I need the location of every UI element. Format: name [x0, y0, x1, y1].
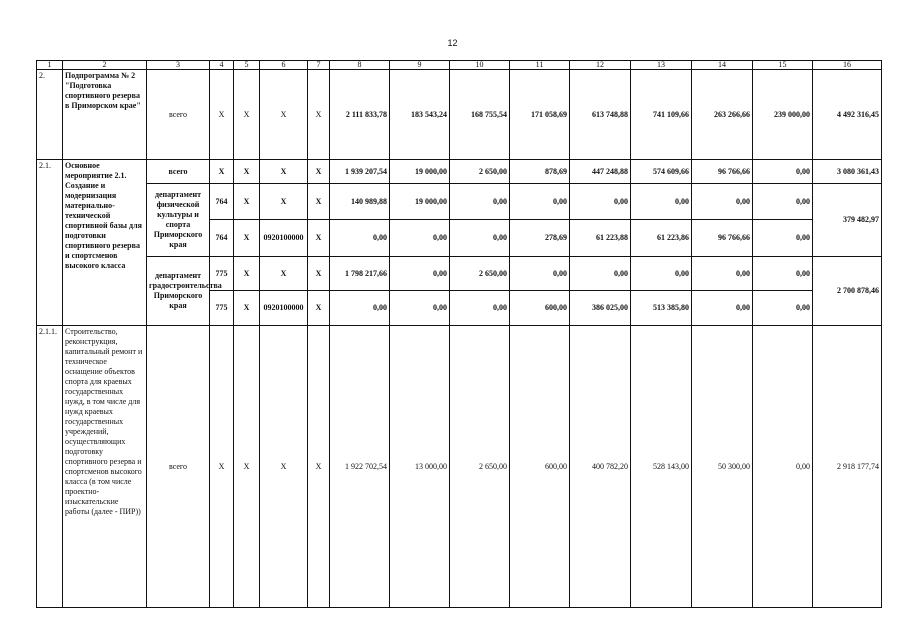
col-header: 2	[63, 61, 147, 70]
table-cell: X	[210, 160, 234, 184]
table-cell: 0920100000	[260, 220, 308, 257]
col-header: 7	[308, 61, 330, 70]
table-cell: 775	[210, 257, 234, 291]
table-cell: X	[308, 257, 330, 291]
table-cell: 0,00	[450, 291, 510, 326]
table-cell: X	[308, 220, 330, 257]
table-cell: 0,00	[753, 184, 813, 220]
col-header: 16	[813, 61, 882, 70]
source-cell: всего	[147, 160, 210, 184]
table-cell: X	[234, 291, 260, 326]
table-cell: 0,00	[390, 257, 450, 291]
table-cell: 0,00	[753, 257, 813, 291]
col-header: 12	[570, 61, 631, 70]
row-title: Подпрограмма № 2 "Подготовка спортивного резерва в Приморском крае"	[63, 70, 147, 160]
table-cell: 183 543,24	[390, 70, 450, 160]
table-cell: X	[260, 326, 308, 608]
table-cell: 2 111 833,78	[330, 70, 390, 160]
col-header: 9	[390, 61, 450, 70]
department-cell: департамент физической культуры и спорта Приморского края	[147, 184, 210, 257]
table-cell: 4 492 316,45	[813, 70, 882, 160]
table-cell: X	[260, 160, 308, 184]
table-cell: 0,00	[753, 291, 813, 326]
table-cell: X	[260, 184, 308, 220]
table-cell: X	[210, 70, 234, 160]
table-cell: 278,69	[510, 220, 570, 257]
table-cell: 878,69	[510, 160, 570, 184]
row-number: 2.1.	[37, 160, 63, 326]
row-title: Основное мероприятие 2.1. Создание и модернизация материально-технической спортивной базы для подготовки спортивного резерва и спортсменов высокого класса	[63, 160, 147, 326]
source-cell: всего	[147, 70, 210, 160]
col-header: 6	[260, 61, 308, 70]
table-cell: 50 300,00	[692, 326, 753, 608]
table-cell: 741 109,66	[631, 70, 692, 160]
col-header: 11	[510, 61, 570, 70]
table-row	[37, 70, 882, 160]
table-cell: 3 080 361,43	[813, 160, 882, 184]
col-header: 10	[450, 61, 510, 70]
table-cell: 574 609,66	[631, 160, 692, 184]
department-cell: департамент градостроительства Приморского края	[147, 257, 210, 326]
table-cell: X	[308, 326, 330, 608]
table-cell: 61 223,86	[631, 220, 692, 257]
table-cell: 2 700 878,46	[813, 257, 882, 326]
table-row	[37, 257, 882, 291]
table-cell: 19 000,00	[390, 184, 450, 220]
table-cell: X	[234, 220, 260, 257]
table-cell: 1 798 217,66	[330, 257, 390, 291]
table-cell: 513 385,80	[631, 291, 692, 326]
table-cell: 0,00	[390, 220, 450, 257]
table-cell: 1 939 207,54	[330, 160, 390, 184]
table-cell: 447 248,88	[570, 160, 631, 184]
table-row	[37, 160, 882, 184]
table-cell: 0,00	[753, 220, 813, 257]
table-cell: 0,00	[692, 257, 753, 291]
table-cell: X	[308, 70, 330, 160]
column-number-row	[37, 61, 882, 70]
col-header: 5	[234, 61, 260, 70]
table-cell: 0,00	[330, 220, 390, 257]
row-number: 2.	[37, 70, 63, 160]
table-row	[37, 326, 882, 608]
table-cell: 0,00	[330, 291, 390, 326]
page-number: 12	[447, 38, 458, 48]
table-cell: 0,00	[570, 184, 631, 220]
table-cell: 0,00	[510, 257, 570, 291]
table-cell: X	[234, 160, 260, 184]
table-cell: 2 918 177,74	[813, 326, 882, 608]
table-cell: 528 143,00	[631, 326, 692, 608]
table-cell: 0,00	[510, 184, 570, 220]
table-cell: 0,00	[450, 184, 510, 220]
table-cell: 96 766,66	[692, 160, 753, 184]
table-cell: 0,00	[753, 326, 813, 608]
table-cell: 140 989,88	[330, 184, 390, 220]
table-cell: 168 755,54	[450, 70, 510, 160]
table-cell: X	[234, 326, 260, 608]
table-cell: 386 025,00	[570, 291, 631, 326]
table-cell: 19 000,00	[390, 160, 450, 184]
table-cell: X	[234, 70, 260, 160]
col-header: 14	[692, 61, 753, 70]
table-cell: 171 058,69	[510, 70, 570, 160]
table-cell: X	[308, 291, 330, 326]
table-cell: 0,00	[570, 257, 631, 291]
table-cell: 0,00	[390, 291, 450, 326]
col-header: 4	[210, 61, 234, 70]
table-cell: 379 482,97	[813, 184, 882, 257]
table-cell: X	[260, 70, 308, 160]
table-cell: 239 000,00	[753, 70, 813, 160]
table-cell: 0,00	[631, 184, 692, 220]
table-cell: 0,00	[753, 160, 813, 184]
col-header: 13	[631, 61, 692, 70]
table-cell: 2 650,00	[450, 257, 510, 291]
table-cell: 764	[210, 220, 234, 257]
table-cell: 2 650,00	[450, 160, 510, 184]
table-cell: X	[260, 257, 308, 291]
col-header: 1	[37, 61, 63, 70]
col-header: 8	[330, 61, 390, 70]
table-cell: 0,00	[450, 220, 510, 257]
table-cell: 0,00	[692, 184, 753, 220]
source-cell: всего	[147, 326, 210, 608]
table-cell: 0,00	[692, 291, 753, 326]
table-cell: 263 266,66	[692, 70, 753, 160]
row-number: 2.1.1.	[37, 326, 63, 608]
budget-table	[36, 60, 882, 608]
table-cell: 600,00	[510, 291, 570, 326]
table-cell: X	[210, 326, 234, 608]
table-cell: 2 650,00	[450, 326, 510, 608]
table-cell: 1 922 702,54	[330, 326, 390, 608]
table-cell: 13 000,00	[390, 326, 450, 608]
table-cell: 0,00	[631, 257, 692, 291]
table-cell: X	[308, 160, 330, 184]
table-row	[37, 184, 882, 220]
row-title: Строительство, реконструкция, капитальный ремонт и техническое оснащение объектов спорта для краевых государственных нужд, в том числе для нужд краевых государственных учреждений, осуществляющих подготовку спортивного резерва и спортсменов высокого класса (в том числе проектно-изыскательские работы (далее - ПИР))	[63, 326, 147, 608]
table-cell: 0920100000	[260, 291, 308, 326]
table-cell: X	[308, 184, 330, 220]
table-cell: 600,00	[510, 326, 570, 608]
table-cell: X	[234, 257, 260, 291]
table-cell: 764	[210, 184, 234, 220]
table-cell: 96 766,66	[692, 220, 753, 257]
col-header: 3	[147, 61, 210, 70]
col-header: 15	[753, 61, 813, 70]
table-cell: 400 782,20	[570, 326, 631, 608]
table-cell: 61 223,88	[570, 220, 631, 257]
table-cell: 613 748,88	[570, 70, 631, 160]
table-cell: 775	[210, 291, 234, 326]
table-cell: X	[234, 184, 260, 220]
